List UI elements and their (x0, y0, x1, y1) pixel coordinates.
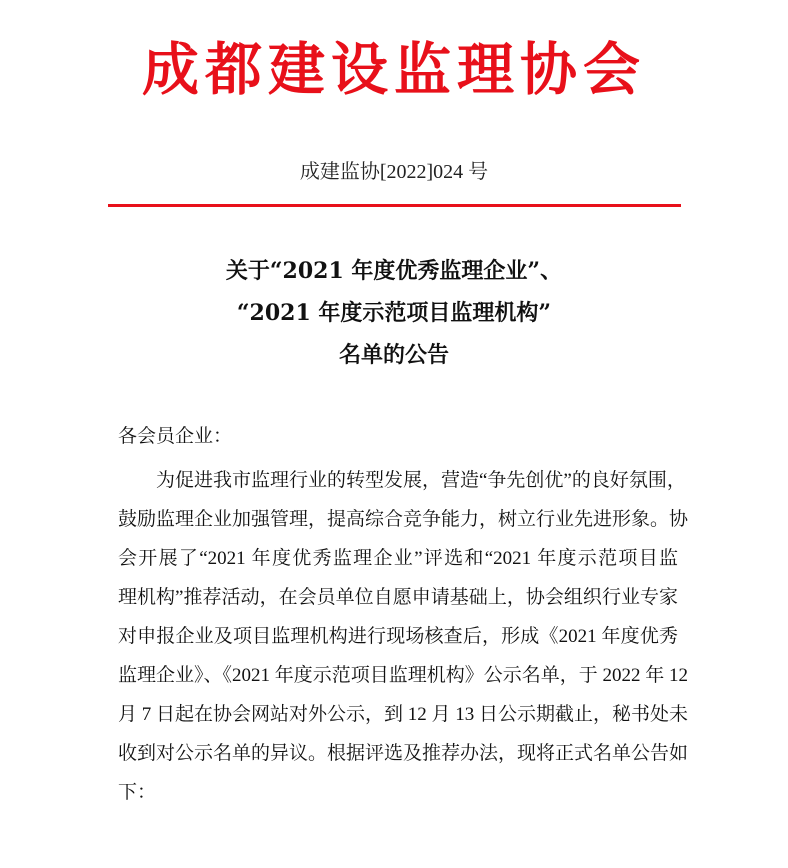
body-line: 月 7 日起在协会网站对外公示，到 12 月 13 日公示期截止，秘书处未 (118, 704, 689, 725)
body-line: 为促进我市监理行业的转型发展，营造“争先创优”的良好氛围， (156, 470, 686, 491)
body-line: 对申报企业及项目监理机构进行现场核查后，形成《2021 年度优秀 (118, 626, 678, 647)
body-paragraph (118, 466, 689, 817)
body-line: 会开展了“2021 年度优秀监理企业”评选和“2021 年度示范项目监 (118, 548, 678, 569)
body-line: 监理企业》、《2021 年度示范项目监理机构》公示名单，于 2022 年 12 (118, 665, 689, 686)
body-line: 收到对公示名单的异议。根据评选及推荐办法，现将正式名单公告如 (118, 743, 689, 764)
title-line-2: “2021 年度示范项目监理机构” (236, 300, 552, 326)
document-number: 成建监协[2022]024 号 (299, 161, 489, 183)
body-line: 理机构”推荐活动，在会员单位自愿申请基础上，协会组织行业专家 (118, 587, 678, 608)
title-line-1: 关于“2021 年度优秀监理企业”、 (225, 258, 563, 284)
body-line: 鼓励监理企业加强管理，提高综合竞争能力，树立行业先进形象。协 (118, 509, 689, 530)
body-line: 下： (118, 782, 157, 803)
salutation: 各会员企业： (118, 426, 233, 447)
organization-header: 成都建设监理协会 (142, 36, 646, 103)
red-divider-rule (108, 204, 681, 207)
title-line-3: 名单的公告 (338, 342, 449, 368)
announcement-title (0, 250, 788, 376)
